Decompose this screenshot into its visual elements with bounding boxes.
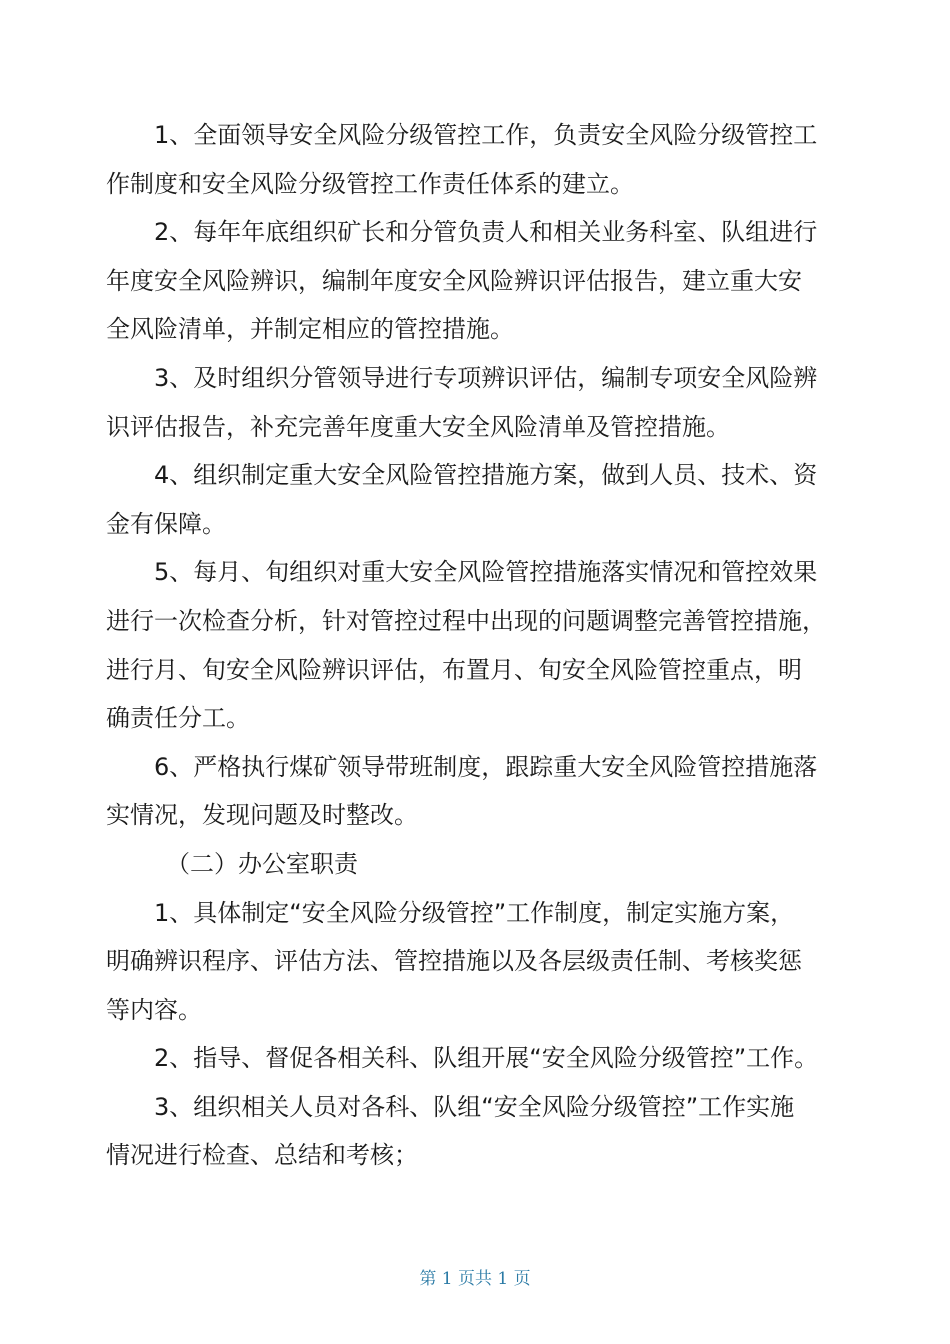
paragraph-line: 进行一次检查分析，针对管控过程中出现的问题调整完善管控措施， [106, 606, 826, 635]
paragraph-line: 作制度和安全风险分级管控工作责任体系的建立。 [106, 169, 634, 198]
paragraph-5 [106, 548, 842, 742]
paragraph-1 [106, 111, 842, 208]
paragraph-2 [106, 208, 842, 354]
paragraph-line: 6、严格执行煤矿领导带班制度，跟踪重大安全风险管控措施落 [154, 752, 818, 781]
paragraph-line: 2、每年年底组织矿长和分管负责人和相关业务科室、队组进行 [154, 218, 818, 247]
paragraph-line: 等内容。 [106, 995, 202, 1024]
section-heading [106, 840, 842, 889]
paragraph-line: 1、全面领导安全风险分级管控工作，负责安全风险分级管控工 [154, 121, 818, 149]
paragraph-line: 4、组织制定重大安全风险管控措施方案，做到人员、技术、资 [154, 461, 818, 490]
page-number-footer: 第 1 页共 1 页 [419, 1269, 531, 1289]
paragraph-line: 实情况，发现问题及时整改。 [106, 801, 418, 830]
paragraph-line: 1、具体制定“安全风险分级管控”工作制度，制定实施方案， [154, 898, 795, 927]
paragraph-6 [106, 743, 842, 840]
paragraph-line: 全风险清单，并制定相应的管控措施。 [106, 315, 514, 344]
document-body [106, 111, 842, 1180]
paragraph-line: 3、及时组织分管领导进行专项辨识评估，编制专项安全风险辨 [154, 363, 818, 392]
section-paragraph-3 [106, 1083, 842, 1180]
paragraph-4 [106, 451, 842, 548]
paragraph-line: 2、指导、督促各相关科、队组开展“安全风险分级管控”工作。 [154, 1044, 819, 1073]
paragraph-line: 进行月、旬安全风险辨识评估，布置月、旬安全风险管控重点，明 [106, 655, 802, 684]
section-paragraph-1 [106, 889, 842, 1035]
paragraph-line: 金有保障。 [106, 509, 226, 538]
paragraph-line: 明确辨识程序、评估方法、管控措施以及各层级责任制、考核奖惩 [106, 947, 802, 976]
paragraph-line: 5、每月、旬组织对重大安全风险管控措施落实情况和管控效果 [154, 558, 818, 587]
section-heading-text: （二）办公室职责 [166, 849, 358, 878]
paragraph-line: 3、组织相关人员对各科、队组“安全风险分级管控”工作实施 [154, 1092, 795, 1121]
paragraph-line: 确责任分工。 [106, 704, 250, 733]
section-paragraph-2 [106, 1034, 842, 1083]
paragraph-line: 识评估报告，补充完善年度重大安全风险清单及管控措施。 [106, 412, 730, 441]
paragraph-3 [106, 354, 842, 451]
paragraph-line: 年度安全风险辨识，编制年度安全风险辨识评估报告，建立重大安 [106, 266, 802, 295]
paragraph-line: 情况进行检查、总结和考核； [106, 1141, 418, 1170]
